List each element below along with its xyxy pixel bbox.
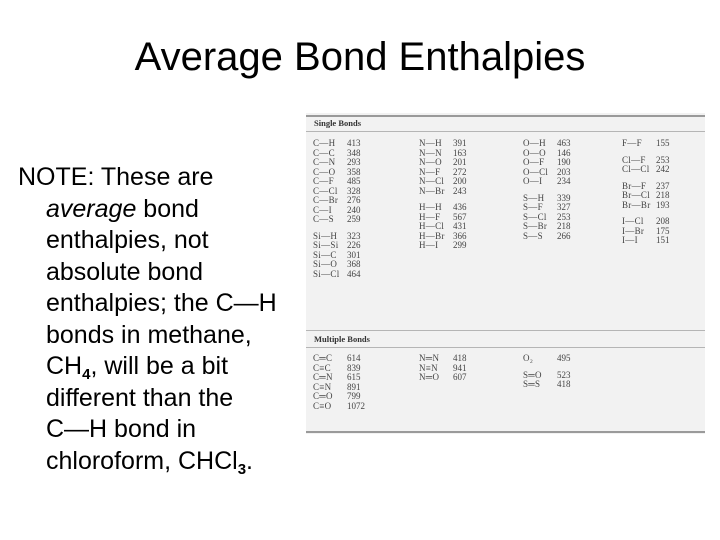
bond-enthalpy-value: 175 [656, 225, 670, 236]
bond-enthalpy-value: 523 [557, 369, 571, 380]
bond-enthalpy-value: 615 [347, 372, 361, 382]
note-line [18, 288, 308, 320]
note-line [18, 351, 308, 383]
bond-label: H—I [419, 240, 439, 250]
bond-label: C—I [313, 204, 332, 215]
bond-enthalpy-value: 193 [656, 199, 670, 210]
bond-enthalpy-value: 323 [347, 230, 361, 241]
bond-enthalpy-value: 413 [347, 138, 361, 148]
bond-enthalpy-value: 218 [656, 190, 670, 200]
single-bonds-header: Single Bonds [314, 118, 362, 128]
bond-row [419, 241, 483, 251]
bond-enthalpy-value: 464 [347, 268, 361, 279]
note-line [18, 194, 308, 226]
bond-row [622, 201, 686, 211]
multiple-bonds-column [523, 354, 587, 390]
bond-enthalpy-value: 276 [347, 195, 361, 205]
bond-enthalpy-value: 203 [557, 166, 571, 177]
bond-enthalpy-value: 839 [347, 362, 361, 373]
bond-enthalpy-value: 243 [453, 185, 467, 196]
bond-label: I—I [622, 235, 638, 245]
bond-enthalpy-value: 614 [347, 353, 361, 363]
bond-enthalpy-value: 799 [347, 391, 361, 401]
bond-row [622, 139, 686, 149]
bond-enthalpy-value: 418 [557, 379, 571, 389]
bond-label: C═N [313, 372, 333, 382]
bond-enthalpy-value: 327 [557, 202, 571, 212]
multiple-bonds-column [313, 354, 377, 411]
note-line [18, 257, 308, 289]
bond-label: Br—Br [622, 199, 651, 210]
bond-enthalpy-value: 272 [453, 166, 467, 177]
single-bonds-column [313, 139, 377, 279]
bond-row [622, 236, 686, 246]
bond-enthalpy-value: 208 [656, 216, 670, 226]
single-bonds-column [419, 139, 483, 251]
bond-label: C—S [313, 214, 334, 224]
table-rule [306, 131, 705, 132]
bond-label: C≡N [313, 381, 332, 392]
bond-label: Si—O [313, 259, 338, 269]
bond-enthalpy-value: 163 [453, 147, 467, 158]
bond-label: S—H [523, 192, 545, 203]
bond-label: H—Cl [419, 221, 445, 231]
bond-label: O₂ [523, 353, 534, 363]
bond-label: O—Cl [523, 166, 549, 177]
bond-enthalpy-value: 1072 [347, 400, 365, 411]
bond-enthalpy-value: 339 [557, 192, 571, 203]
bond-label: N—Br [419, 185, 445, 196]
bond-label: O—H [523, 138, 546, 148]
bond-row [313, 215, 377, 225]
note-text-part: CH [46, 352, 83, 380]
bond-enthalpy-value: 941 [453, 362, 467, 373]
note-text-part: chloroform, CHCl [46, 446, 238, 475]
table-rule [306, 330, 705, 331]
bond-label: N═N [419, 353, 440, 363]
bond-enthalpy-value: 253 [557, 211, 571, 222]
bond-enthalpy-value: 146 [557, 147, 571, 158]
bond-enthalpy-value: 366 [453, 230, 467, 241]
bond-label: Cl—Cl [622, 164, 650, 174]
note-text-part: bonds in methane, [46, 320, 252, 349]
note-text-part: absolute bond [46, 257, 204, 286]
bond-label: N—O [419, 157, 442, 167]
bond-label: N—N [419, 147, 442, 158]
bond-label: C≡O [313, 400, 332, 411]
bond-enthalpy-value: 266 [557, 230, 571, 241]
table-rule [306, 347, 705, 348]
bond-label: H—H [419, 202, 442, 212]
bond-enthalpy-value: 418 [453, 353, 467, 363]
bond-label: C═C [313, 353, 333, 363]
bond-row [523, 232, 587, 242]
bond-label: Br—F [622, 180, 647, 191]
note-text-part: . [246, 446, 253, 475]
bond-enthalpy-value: 240 [347, 204, 361, 215]
subscript: 3 [237, 460, 247, 478]
bond-label: S═O [523, 369, 542, 380]
bond-enthalpy-value: 391 [453, 138, 467, 148]
bond-enthalpy-value: 200 [453, 176, 467, 186]
bond-row [419, 187, 483, 197]
bond-label: Br—Cl [622, 190, 651, 200]
bond-row [313, 402, 377, 412]
bond-row [523, 177, 587, 187]
bond-row [313, 270, 377, 280]
bond-label: N≡N [419, 362, 438, 373]
subscript: 4 [82, 366, 91, 383]
bond-label: C—O [313, 166, 336, 177]
bond-label: C—H [313, 138, 336, 148]
bond-label: C—C [313, 147, 335, 158]
bond-enthalpy-value: 431 [453, 221, 467, 231]
bond-enthalpy-value: 242 [656, 164, 670, 174]
bond-enthalpy-value: 226 [347, 240, 361, 250]
multiple-bonds-column [419, 354, 483, 383]
bond-enthalpy-value: 495 [557, 353, 571, 363]
bond-enthalpy-value: 190 [557, 157, 571, 167]
bond-enthalpy-value: 293 [347, 157, 361, 167]
note-text-part: enthalpies, not [46, 226, 209, 254]
note-line [18, 225, 308, 257]
note-emphasis: average [46, 194, 137, 223]
bond-enthalpy-value: 891 [347, 381, 361, 392]
bond-label: S—S [523, 230, 543, 241]
bond-enthalpy-value: 301 [347, 249, 361, 260]
bond-label: S—Cl [523, 211, 547, 222]
bond-label: H—Br [419, 230, 445, 241]
bond-label: F—F [622, 138, 642, 148]
note-text-part: , will be a bit [90, 352, 229, 380]
bond-label: I—Cl [622, 216, 644, 226]
bond-label: N—F [419, 166, 441, 177]
bond-label: Si—C [313, 249, 337, 260]
bond-enthalpy-value: 201 [453, 157, 467, 167]
single-bonds-column [622, 139, 686, 246]
bond-enthalpy-value: 348 [347, 147, 361, 158]
bond-enthalpy-value: 259 [347, 214, 361, 224]
bond-enthalpy-value: 237 [656, 180, 670, 191]
bond-label: Si—Cl [313, 268, 340, 279]
bond-label: S—Br [523, 221, 548, 231]
note-line [18, 320, 308, 352]
bond-label: C—F [313, 176, 334, 186]
bond-enthalpy-value: 155 [656, 138, 670, 148]
bond-row [419, 373, 483, 383]
bond-label: O—F [523, 157, 545, 167]
bond-enthalpy-value: 436 [453, 202, 467, 212]
bond-label: Cl—F [622, 154, 646, 165]
bond-enthalpy-value: 151 [656, 235, 670, 245]
table-rule [306, 431, 705, 433]
bond-row [523, 380, 587, 390]
table-rule [306, 115, 705, 117]
note-line [18, 383, 308, 415]
bond-enthalpy-value: 358 [347, 166, 361, 177]
bond-label: N—Cl [419, 176, 445, 186]
bond-enthalpy-value: 299 [453, 240, 467, 250]
single-bonds-column [523, 139, 587, 241]
note-text-part: different than the [46, 383, 234, 412]
bond-label: N═O [419, 372, 440, 382]
bond-label: C—N [313, 157, 336, 167]
bond-label: O—O [523, 147, 546, 158]
bond-label: C═O [313, 391, 333, 401]
note-line [18, 414, 308, 446]
bond-enthalpy-value: 253 [656, 154, 670, 165]
note-text-part: NOTE: These are [18, 163, 214, 191]
bond-enthalpy-table [306, 113, 705, 434]
bond-label: I—Br [622, 225, 645, 236]
bond-label: S—F [523, 202, 543, 212]
bond-label: O—I [523, 176, 543, 186]
bond-row [523, 354, 587, 364]
bond-label: Si—Si [313, 240, 339, 250]
note-line [18, 162, 308, 194]
multiple-bonds-header: Multiple Bonds [314, 334, 370, 344]
bond-enthalpy-value: 607 [453, 372, 467, 382]
bond-label: C—Br [313, 195, 339, 205]
bond-enthalpy-value: 234 [557, 176, 571, 186]
bond-label: C—Cl [313, 185, 338, 196]
note-text-part: enthalpies; the C—H [46, 289, 277, 317]
bond-enthalpy-value: 567 [453, 211, 467, 222]
bond-label: N—H [419, 138, 442, 148]
bond-enthalpy-value: 463 [557, 138, 571, 148]
note-text [18, 162, 308, 477]
note-text-part: bond [136, 194, 199, 223]
bond-label: Si—H [313, 230, 338, 241]
bond-label: H—F [419, 211, 441, 222]
bond-enthalpy-value: 218 [557, 221, 571, 231]
note-line [18, 446, 308, 478]
slide-title: Average Bond Enthalpies [134, 35, 586, 79]
note-text-part: C—H bond in [46, 415, 197, 443]
bond-label: C≡C [313, 362, 331, 373]
bond-row [622, 165, 686, 175]
bond-enthalpy-value: 328 [347, 185, 361, 196]
bond-enthalpy-value: 368 [347, 259, 361, 269]
bond-enthalpy-value: 485 [347, 176, 361, 186]
bond-label: S═S [523, 379, 541, 389]
